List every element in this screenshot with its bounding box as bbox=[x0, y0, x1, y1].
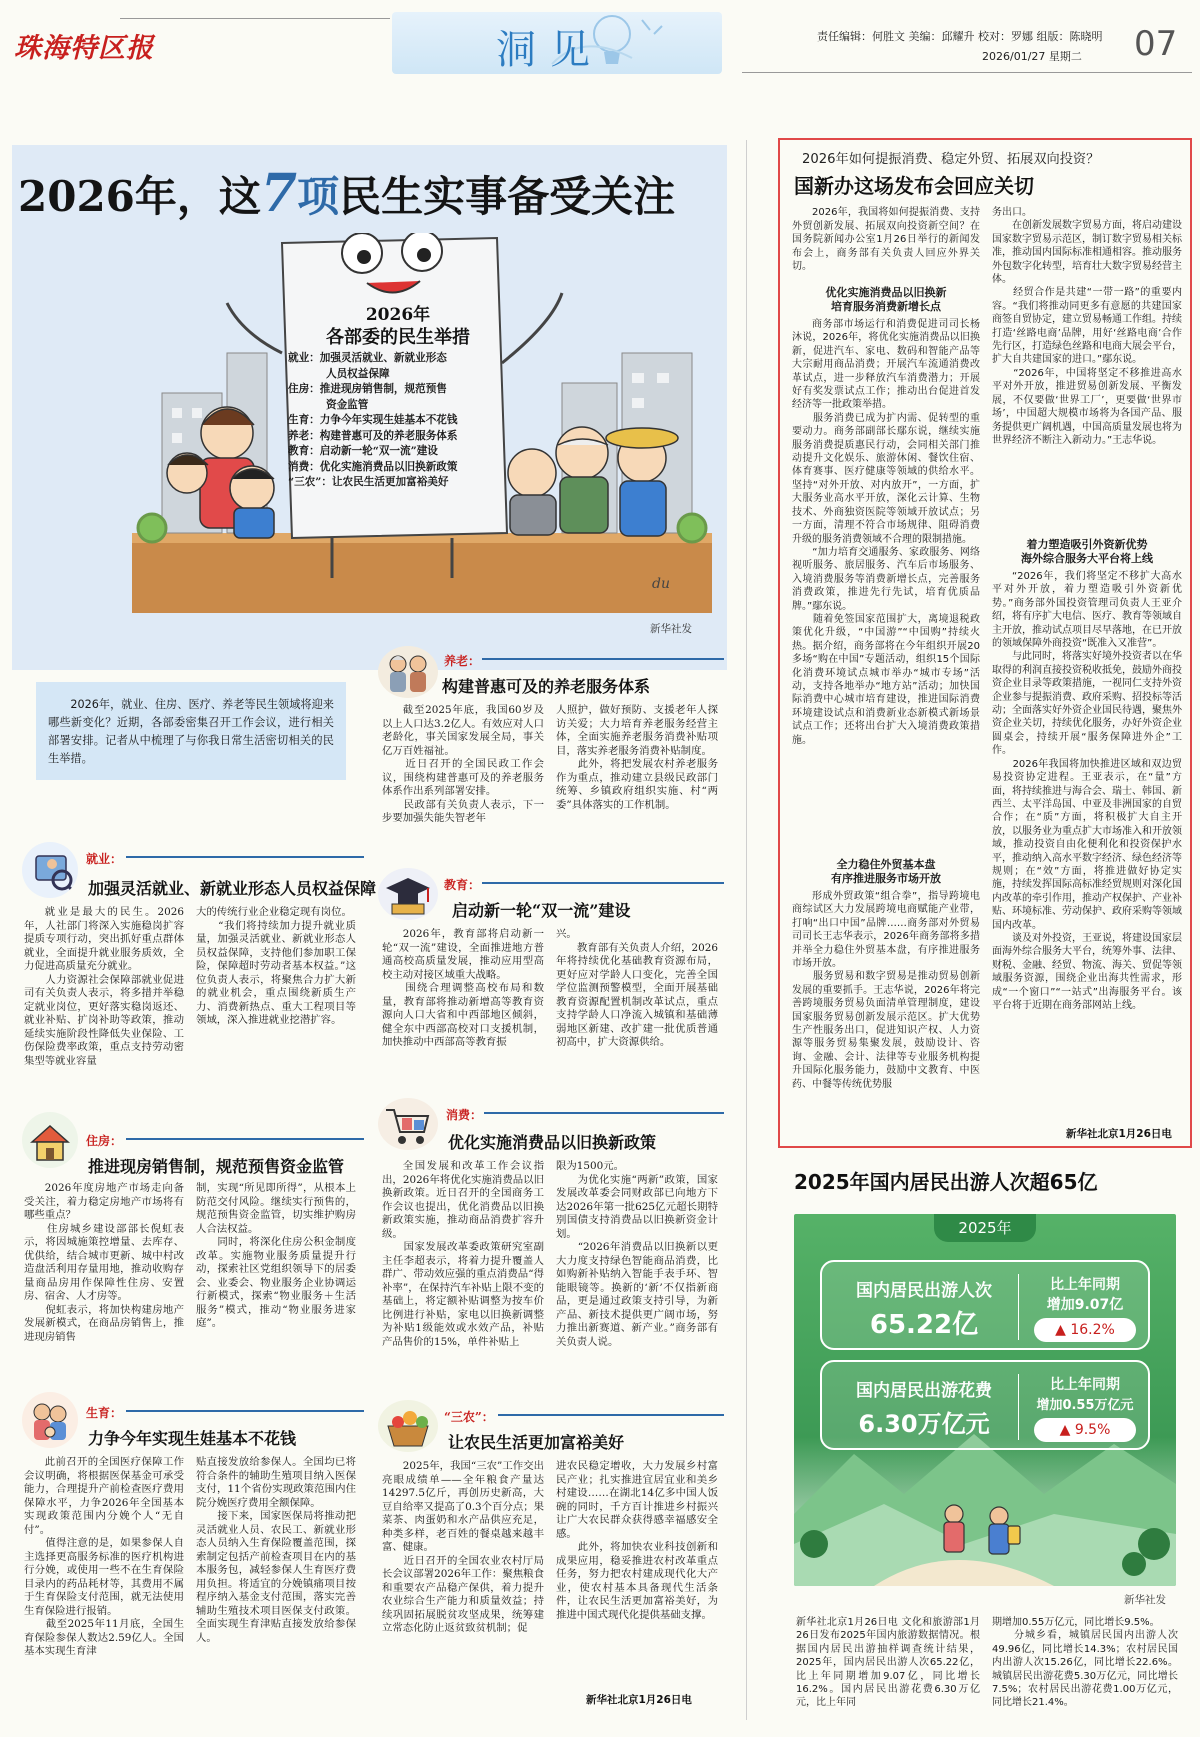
editors-line: 责任编辑：何胜文 美编：邱耀升 校对：罗娜 组版：陈晓明 bbox=[817, 30, 1103, 43]
section-col: 2026年，教育部将启动新一轮“双一流”建设，全面推进地方普通高校高质量发展，推动应用型高校主动对接区域重大战略。 围绕合理调整高校布局和数量，教育部将推动新增高等教育资源向人口大省和中西部地区倾斜，健全东中西部高校对口支援机制，加快推动中西部高等教育振 bbox=[382, 928, 544, 1048]
masthead-rule-right bbox=[742, 72, 1192, 73]
section-title: 构建普惠可及的养老服务体系 bbox=[442, 677, 651, 696]
section-title: 优化实施消费品以旧换新政策 bbox=[448, 1133, 657, 1152]
article-body: 商务部市场运行和消费促进司司长杨沐说，2026年，将优化实施消费品以旧换新，促进汽车、家电、数码和智能产品等大宗耐用商品消费；开展汽车流通消费改革试点，进一步释放汽车消费潜力；开展好有奖发票试点工作；推动出台促进首发经济等一批政策举措。 服务消费已成为扩内需、促转型的重要动力。商务部副部长鄢东说，继续实施服务消费提质惠民行动，会同相关部门推动提升文化娱乐、旅游休闲、餐饮住宿、体育赛事、医疗健康等领域的供给水平。坚持“对外开放、对内放开”，一方面，扩大服务业高水平开放，深化云计算、生物技术、外商独资医院等领域开放试点；另一方面，清理不符合市场规律、阻碍消费升级的服务消费领域不合理的限制措施。 “加力培育交通服务、家政服务、网络视听服务、旅居服务、汽车后市场服务、入境消费服务等消费新增长点，完善服务消费政策，推进先行先试，培育优质品牌。”鄢东说。 随着免签国家范围扩大，离境退税政策优化升级，“中国游”“中国购”持续火热。据介绍，商务部将在今年组织开展20多场“购在中国”专题活动，组织15个国际化消费环境试点城市举办“城市专场”活动，支持各地举办“地方站”活动；加快国际消费中心城市培育建设，推进国际消费环境建设试点和消费新业态新模式新场景试点工作；还将出台扩大入境消费政策措施。 bbox=[792, 319, 980, 746]
section-col: 截至2025年底，我国60岁及以上人口达3.2亿人。有效应对人口老龄化，事关国家发展全局，事关亿万百姓福祉。 近日召开的全国民政工作会议，围绕构建普惠可及的养老服务体系作出系列部署安排。 民政部有关负责人表示，下一步要加强失能失智老年 bbox=[382, 704, 544, 824]
subhead-2b: 有序推进服务市场开放 bbox=[831, 872, 941, 885]
house-icon bbox=[22, 1112, 78, 1168]
stat-divider bbox=[1018, 1374, 1019, 1440]
illustration-credit: 新华社发 bbox=[650, 623, 692, 635]
stat-label: 国内居民出游花费 bbox=[856, 1381, 992, 1401]
infographic-credit: 新华社发 bbox=[1124, 1594, 1166, 1606]
section-rule bbox=[126, 856, 364, 858]
harvest-basket-icon bbox=[378, 1400, 438, 1452]
section-banner bbox=[392, 12, 722, 74]
section-title: 让农民生活更加富裕美好 bbox=[448, 1433, 625, 1452]
section-col: 此前召开的全国医疗保障工作会议明确，将根据医保基金可承受能力，合理提升产前检查医疗费用保障水平，力争2026年全国基本实现政策范围内分娩个人“无自付”。 值得注意的是，如果参保人自主选择更高服务标准的医疗机构进行分娩，或使用一些不在生育保险目录内的药品耗材等，其费用不属于生育保险支付范围，就无法使用生育保险进行报销。 截至2025年11月底，全国生育保险参保人数达2.59亿人。全国基本实现生育津 bbox=[24, 1456, 184, 1657]
feature-title bbox=[18, 163, 675, 224]
up-triangle-icon: ▲ bbox=[1055, 1322, 1071, 1338]
stat-pct-pill bbox=[1034, 1318, 1136, 1342]
cartoon-signature: du bbox=[652, 576, 670, 592]
section-tag: “三农”： bbox=[444, 1410, 494, 1424]
feature-title-number: 7 bbox=[260, 163, 298, 224]
section-tag: 生育： bbox=[86, 1406, 123, 1420]
press-conference-article bbox=[778, 138, 1192, 1148]
board-item: 人员权益保障 bbox=[326, 367, 390, 380]
section-sannong bbox=[378, 1400, 728, 1720]
tourism-body: 期增加0.55万亿元，同比增长9.5%。 分城乡看，城镇居民国内出游人次49.96亿，同比增长14.3%；农村居民国内出游人次15.26亿，同比增长22.6%。城镇居民出游花费5.30万亿元，同比增长7.5%；农村居民出游花费1.00万亿元，同比增长21.4%。 bbox=[992, 1617, 1178, 1709]
board-items bbox=[288, 351, 524, 491]
section-col: 兴。 教育部有关负责人介绍，2026年将持续优化基础教育资源布局，更好应对学龄人口变化，完善全国学位监测预警模型，全面开展基础教育资源配置机制改革试点，重点支持学龄人口净流入城镇和基础薄弱地区新建、改扩建一批优质普通初高中，扩大资源供给。 bbox=[556, 928, 718, 1048]
graduation-cap-icon bbox=[378, 868, 438, 920]
masthead bbox=[0, 0, 1200, 90]
tourism-infographic bbox=[794, 1214, 1176, 1586]
section-col: 大的传统行业企业稳定现有岗位。 “我们将持续加力提升就业质量，加强灵活就业、新就业形态人员权益保障，支持他们参加职工保险，保障超时劳动者基本权益。”这位负责人表示，将聚焦合力扩大新的就业机会，重点围绕新质生产力、消费新热点、重大工程项目等领域，深入推进就业挖潜扩容。 bbox=[196, 906, 356, 1026]
section-title: 启动新一轮“双一流”建设 bbox=[452, 901, 631, 920]
stat-pct: 16.2% bbox=[1070, 1322, 1115, 1338]
issue-date: 2026/01/27 星期二 bbox=[982, 50, 1082, 63]
stat-change-label: 比上年同期 bbox=[1050, 1377, 1120, 1393]
section-col: 贴直接发放给参保人。全国均已将符合条件的辅助生殖项目纳入医保支付，11个省份实现政策范围内住院分娩医疗费用全额保障。 接下来，国家医保局将推动把灵活就业人员、农民工、新就业形态人员纳入生育保险覆盖范围，探索制定包括产前检查项目在内的基本服务包，减轻参保人生育医疗费用负担。将适宜的分娩镇痛项目按程序纳入基金支付范围，落实完善辅助生殖技术项目医保支付政策。全面实现生育津贴直接发放给参保人。 bbox=[196, 1456, 356, 1644]
subhead-3a: 着力塑造吸引外资新优势 bbox=[1026, 538, 1148, 551]
board-item: “三农”：让农民生活更加富裕美好 bbox=[288, 476, 449, 488]
tourism-article bbox=[778, 1160, 1192, 1730]
section-rule bbox=[498, 1414, 724, 1416]
shopping-cart-icon bbox=[378, 1098, 438, 1150]
board-item: 资金监管 bbox=[326, 398, 369, 411]
subhead-1b: 培育服务消费新增长点 bbox=[831, 300, 941, 313]
stat-label: 国内居民出游人次 bbox=[856, 1281, 992, 1301]
article-body: “2026年，我们将坚定不移扩大高水平对外开放，着力塑造吸引外资新优势。”商务部外国投资管理司负责人王亚介绍，将有序扩大电信、医疗、教育等领域自主开放，推动试点项目尽早落地，在已开放的领域保障外商投资“既准入又准营”。 与此同时，将落实好境外投资者以在华取得的利润直接投资税收抵免，鼓励外商投资企业目录等政策措施，一视同仁支持外资企业参与提振消费、政府采购、招投标等活动；全面落实好外资企业国民待遇，聚焦外资企业关切，持续优化服务，办好外资企业圆桌会，持续开展“服务保障进外企”工作。 2026年我国将加快推进区域和双边贸易投资协定进程。王亚表示，在“量”方面，将持续推进与海合会、瑞士、韩国、新西兰、太平洋岛国、中亚及非洲国家的自贸合作；在“质”方面，将积极扩大自主开放，以服务业为重点扩大市场准入和开放领域，推动投资自由化便利化和投资保护水平，推动纳入高水平数字经济、绿色经济等规则；在“效”方面，将推进做好协定实施，持续发挥国际高标准经贸规则对深化国内改革的牵引作用，推动产权保护、产业补贴、环境标准、劳动保护、政府采购等领域国内改革。 谈及对外投资，王亚说，将建设国家层面海外综合服务大平台，统筹外事、法律、财税、金融、经贸、物流、海关、贸促等领域服务资源，围绕企业出海共性需求，形成“一个窗口”“一站式”出海服务平台。该平台将于近期在商务部网站上线。 bbox=[992, 571, 1182, 1011]
section-rule bbox=[482, 658, 724, 660]
stat-pct: 9.5% bbox=[1074, 1422, 1111, 1438]
year-badge: 2025年 bbox=[934, 1214, 1036, 1242]
family-right bbox=[508, 427, 678, 536]
stat-card-trips bbox=[820, 1260, 1150, 1350]
board-item: 住房：推进现房销售制，规范预售 bbox=[288, 383, 447, 395]
section-col: 就业是最大的民生。2026年，人社部门将深入实施稳岗扩容提质专项行动，突出抓好重点群体就业，全面提升就业服务质效，全力促进高质量充分就业。 人力资源社会保障部就业促进司有关负责人表示，将多措并举稳定就业岗位，更好落实稳岗返还、就业补贴、扩岗补助等政策，推动延续实施阶段性降低失业保险、工伤保险费率政策，重点支持劳动密集型等就业容量 bbox=[24, 906, 184, 1067]
section-rule bbox=[482, 882, 724, 884]
stat-value: 6.30万亿元 bbox=[858, 1410, 990, 1438]
section-tag: 住房： bbox=[86, 1134, 123, 1148]
section-col: 全国发展和改革工作会议指出，2026年将优化实施消费品以旧换新政策。近日召开的全国商务工作会议也提出，优化消费品以旧换新政策实施，推动商品消费扩容升级。 国家发展改革委政策研究室副主任李超表示，将着力提升覆盖人群广、带动效应强的重点消费品“得补率”，在保持汽车补贴上限不变的基础上，将定额补贴调整为按车价比例进行补贴，家电以旧换新调整为补贴1级能效或水效产品，补贴产品售价的15%，单件补贴上 bbox=[382, 1160, 544, 1348]
family-icon bbox=[22, 1392, 78, 1448]
subhead-2a: 全力稳住外贸基本盘 bbox=[836, 858, 936, 871]
section-tag: 消费： bbox=[446, 1108, 483, 1122]
feature-title-part-c: 民生实事备受关注 bbox=[339, 172, 676, 221]
board-item: 生育：力争今年实现生娃基本不花钱 bbox=[288, 414, 458, 426]
section-col: 进农民稳定增收，大力发展乡村富民产业；扎实推进宜居宜业和美乡村建设……在湖北14亿多中国人饭碗的同时，千方百计推进乡村振兴让广大农民群众获得感幸福感安全感。 此外，将加快农业科技创新和成果应用，稳妥推进农村改革重点任务，努力把农村建成现代化大产业，使农村基本具备现代生活条件，让农民生活更加富裕美好，为推进中国式现代化提供基础支撑。 bbox=[556, 1460, 718, 1621]
feature-title-part-b: 项 bbox=[297, 172, 340, 221]
paper-name: 珠海特区报 bbox=[14, 33, 154, 64]
article-credit: 新华社北京1月26日电 bbox=[1066, 1128, 1172, 1140]
article-headline: 国新办这场发布会回应关切 bbox=[794, 174, 1034, 198]
stat-change-value: 增加0.55万亿元 bbox=[1036, 1398, 1134, 1413]
article-body: 务出口。 在创新发展数字贸易方面，将启动建设国家数字贸易示范区，制订数字贸易相关标准，推动国内国际标准相通相容。推动服务外包数字化转型，培育壮大数字贸易经营主体。 经贸合作是共建“一带一路”的重要内容。“我们将推动同更多有意愿的共建国家商签自贸协定，建立贸易畅通工作组。持续打造‘丝路电商’品牌，用好‘丝路电商’合作先行区，打造绿色丝路和电商大展会平台，扩大自共建国家的进口。”鄢东说。 “2026年，中国将坚定不移推进高水平对外开放，推进贸易创新发展、平衡发展，不仅要做‘世界工厂’，更要做‘世界市场’，中国超大规模市场将为各国产品、服务提供更广阔机遇，中国高质量发展也将为世界经济不断注入新动力。”王志华说。 bbox=[992, 207, 1182, 446]
section-col: 制，实现“所见即所得”，从根本上防范交付风险。继续实行预售的，规范预售资金监管，切实维护购房人合法权益。 同时，将深化住房公积金制度改革。实施物业服务质量提升行动，探索社区党组织领导下的居委会、业委会、物业服务企业协调运行新模式，探索“物业服务＋生活服务”模式，推动“物业服务进家庭”。 bbox=[196, 1182, 356, 1329]
section-col: 2025年，我国“三农”工作交出亮眼成绩单——全年粮食产量达14297.5亿斤，再创历史新高，大豆自给率又提高了0.3个百分点；果菜茶、肉蛋奶和水产品供应充足，种类多样，老百姓的餐桌越来越丰富、健康。 近日召开的全国农业农村厅局长会议部署2026年工作：聚焦粮食和重要农产品稳产保供，着力提升农业综合生产能力和质量效益；持续巩固拓展脱贫攻坚成果，统筹建立常态化防止返贫致贫机制；促 bbox=[382, 1460, 544, 1634]
tourism-body: 新华社北京1月26日电 文化和旅游部1月26日发布2025年国内旅游数据情况。根据国内居民出游抽样调查统计结果，2025年，国内居民出游人次65.22亿，比上年同期增加9.07亿，同比增长16.2%。国内居民出游花费6.30万亿元，比上年同 bbox=[796, 1617, 980, 1709]
section-jiaoyu bbox=[378, 868, 728, 1106]
board-item: 消费：优化实施消费品以旧换新政策 bbox=[288, 460, 458, 473]
elderly-icon bbox=[378, 646, 438, 698]
section-tag: 养老： bbox=[444, 654, 481, 668]
section-title: 洞见 bbox=[496, 27, 604, 73]
section-title: 力争今年实现生娃基本不花钱 bbox=[88, 1429, 297, 1448]
section-col: 人照护，做好预防、支援老年人探访关爱；大力培育养老服务经营主体，全面实施养老服务消费补贴项目，落实养老服务消费补贴制度。 此外，将把发展农村养老服务作为重点，推动建立县级民政部门统筹、乡镇政府组织实施、村“两委”具体落实的工作机制。 bbox=[556, 704, 718, 811]
lead-box bbox=[36, 682, 346, 780]
board-item: 养老：构建普惠可及的养老服务体系 bbox=[288, 429, 458, 442]
employment-icon bbox=[22, 842, 78, 898]
section-rule bbox=[126, 1138, 364, 1140]
section-rule bbox=[484, 1112, 724, 1114]
article-intro: 2026年，我国将如何提振消费、支持外贸创新发展、拓展双向投资新空间？在国务院新闻办公室1月26日举行的新闻发布会上，商务部有关负责人回应外界关切。 bbox=[792, 207, 980, 272]
feature-block bbox=[12, 145, 727, 670]
lead-text: 2026年，就业、住房、医疗、养老等民生领域将迎来哪些新变化？近期，各部委密集召开工作会议，进行相关部署安排。记者从中梳理了与你我日常生活密切相关的民生举措。 bbox=[48, 698, 334, 765]
feature-title-part-a: 2026年，这 bbox=[18, 172, 261, 221]
stat-pct-pill bbox=[1034, 1418, 1136, 1442]
article-kicker: 2026年如何提振消费、稳定外贸、拓展双向投资？ bbox=[802, 152, 1100, 167]
section-title: 加强灵活就业、新就业形态人员权益保障 bbox=[88, 879, 377, 898]
masthead-rule-left bbox=[120, 18, 390, 19]
article-body: 形成外贸政策“组合拳”，指导跨境电商综试区大力发展跨境电商赋能产业带，打响“出口中国”品牌……商务部对外贸易司司长王志华表示，2026年商务部将多措并举全力稳住外贸基本盘，有序推进服务市场开放。 服务贸易和数字贸易是推动贸易创新发展的重要抓手。王志华说，2026年将完善跨境服务贸易负面清单管理制度，建设国家服务贸易创新发展示范区。扩大优势生产性服务出口，促进知识产权、人力资源等服务贸易集聚发展，鼓励设计、咨询、金融、会计、法律等专业服务机构提升国际化服务能力，鼓励中文教育、中医药、中餐等传统优势服 bbox=[792, 891, 980, 1090]
board-title-2: 各部委的民生举措 bbox=[326, 327, 470, 348]
up-triangle-icon: ▲ bbox=[1059, 1422, 1075, 1438]
section-jiuye bbox=[22, 842, 377, 1102]
stat-divider bbox=[1018, 1274, 1019, 1340]
stat-change-value: 增加9.07亿 bbox=[1046, 1297, 1124, 1313]
section-tag: 就业： bbox=[86, 852, 123, 866]
column-divider bbox=[746, 140, 747, 1720]
section-title: 推进现房销售制，规范预售资金监管 bbox=[88, 1157, 345, 1176]
section-xiaofei bbox=[378, 1098, 728, 1390]
section-tag: 教育： bbox=[444, 878, 481, 892]
section-shengyu bbox=[22, 1392, 367, 1728]
section-rule bbox=[126, 1410, 364, 1412]
section-col: 2026年度房地产市场走向备受关注，着力稳定房地产市场将有哪些重点？ 住房城乡建设部部长倪虹表示，将因城施策控增量、去库存、优供给，结合城市更新、城中村改造盘活利用存量用地，推动收购存量商品房用作保障性住房、安置房、宿舍、人才房等。 倪虹表示，将加快构建房地产发展新模式，在商品房销售上，推进现房销售 bbox=[24, 1182, 184, 1343]
board-title-1: 2026年 bbox=[365, 305, 431, 325]
section-yanglao bbox=[378, 642, 728, 862]
tourism-headline: 2025年国内居民出游人次超65亿 bbox=[794, 1170, 1098, 1194]
article-credit: 新华社北京1月26日电 bbox=[586, 1694, 692, 1706]
page-number: 07 bbox=[1134, 24, 1178, 64]
subhead-1a: 优化实施消费品以旧换新 bbox=[825, 286, 947, 299]
stat-change-label: 比上年同期 bbox=[1050, 1277, 1120, 1293]
section-col: 限为1500元。 为优化实施“两新”政策，国家发展改革委会同财政部已向地方下达2026年第一批625亿元超长期特别国债支持消费品以旧换新资金计划。 “2026年消费品以旧换新以更大力度支持绿色智能商品消费，比如购新补贴纳入智能手表手环、智能眼镜等。换新的‘新’不仅指新商品，更是通过政策支持引导，为新产品、新技术提供更广阔市场，努力推出新赛道、新产业。”商务部有关负责人说。 bbox=[556, 1160, 718, 1348]
subhead-3b: 海外综合服务大平台将上线 bbox=[1021, 552, 1153, 565]
stat-card-spending bbox=[820, 1360, 1150, 1450]
board-item: 就业：加强灵活就业、新就业形态 bbox=[288, 352, 447, 364]
board-item: 教育：启动新一轮“双一流”建设 bbox=[288, 445, 438, 457]
stat-value: 65.22亿 bbox=[869, 1310, 979, 1340]
section-zhufang bbox=[22, 1112, 367, 1382]
